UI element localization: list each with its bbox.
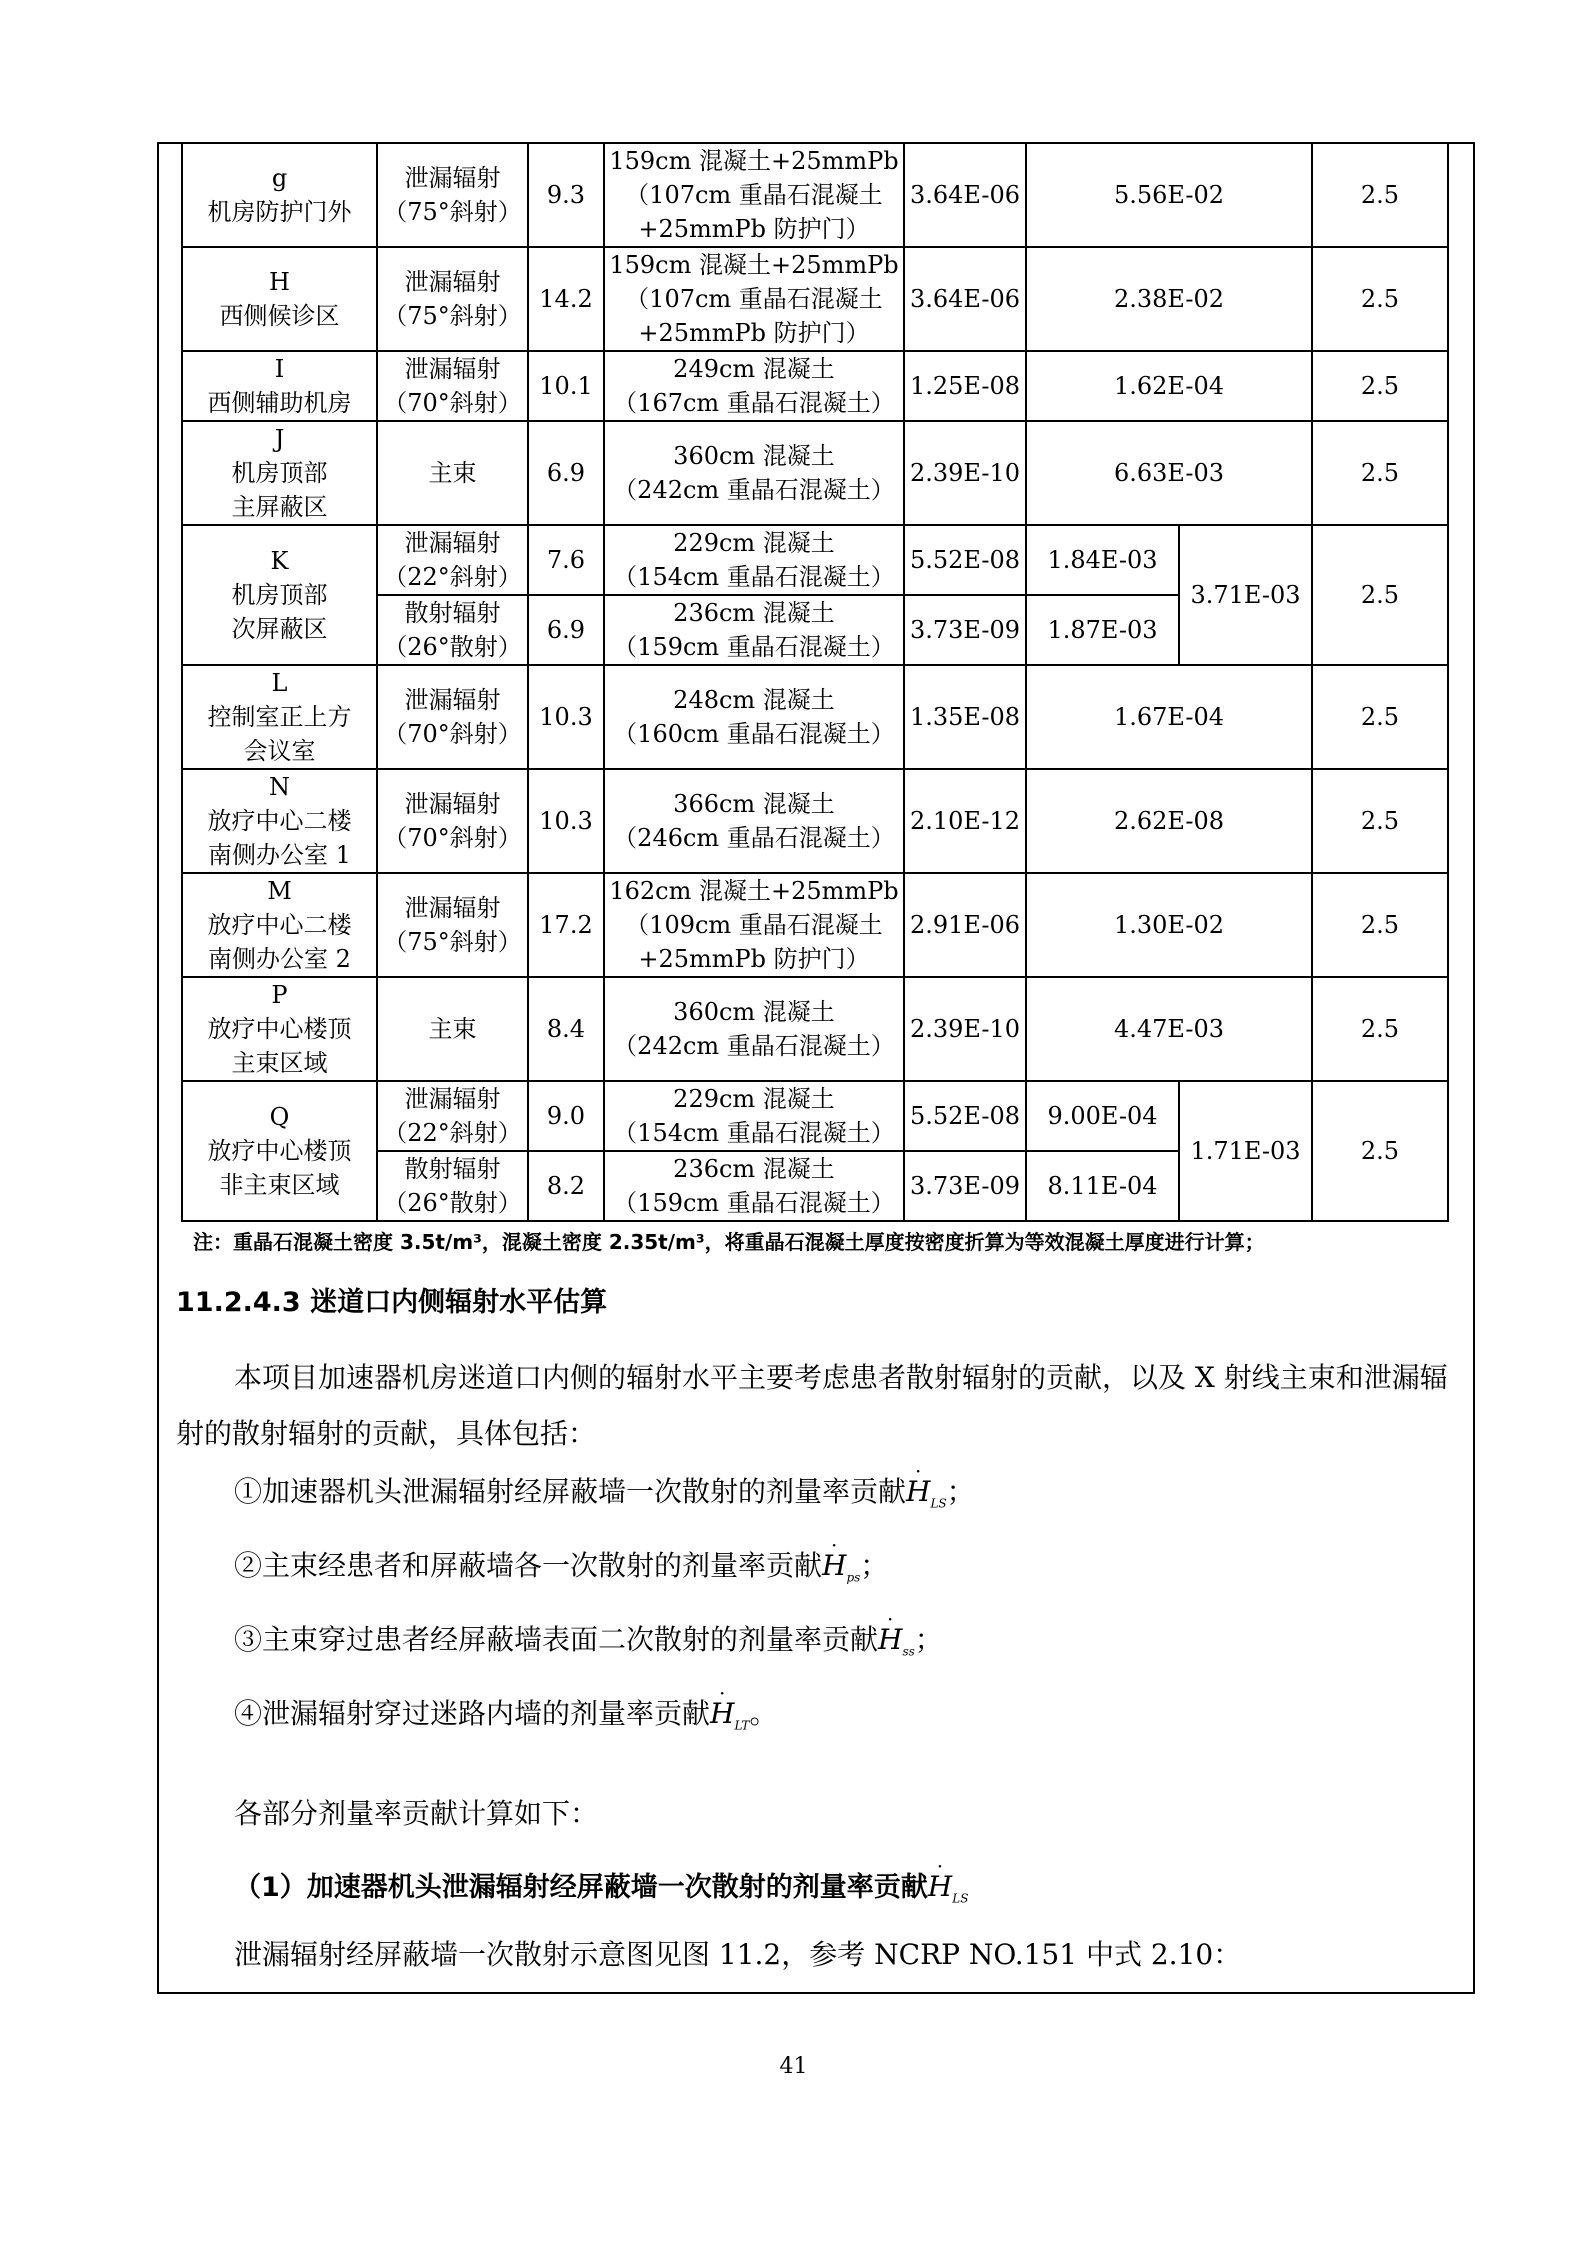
table-row bbox=[182, 665, 1448, 769]
shield-cell: 360cm 混凝土 （242cm 重晶石混凝土） bbox=[604, 977, 904, 1081]
shield-cell: 366cm 混凝土 （246cm 重晶石混凝土） bbox=[604, 769, 904, 873]
section-heading: 11.2.4.3 迷道口内侧辐射水平估算 bbox=[176, 1287, 608, 1318]
table-row bbox=[182, 143, 1448, 247]
table-note: 注：重晶石混凝土密度 3.5t/m³，混凝土密度 2.35t/m³，将重晶石混凝土厚度按密度折算为等效混凝土厚度进行计算； bbox=[193, 1230, 1265, 1254]
distance-cell: 7.6 bbox=[528, 525, 604, 595]
shield-cell: 248cm 混凝土 （160cm 重晶石混凝土） bbox=[604, 665, 904, 769]
shield-cell: 229cm 混凝土 （154cm 重晶石混凝土） bbox=[604, 1081, 904, 1151]
limit-cell: 2.5 bbox=[1312, 247, 1448, 351]
dose-cell: 1.67E-04 bbox=[1026, 665, 1312, 769]
limit-cell: 2.5 bbox=[1312, 143, 1448, 247]
dose-cell: 5.56E-02 bbox=[1026, 143, 1312, 247]
distance-cell: 9.3 bbox=[528, 143, 604, 247]
total-dose-cell: 3.71E-03 bbox=[1179, 525, 1312, 665]
shield-cell: 229cm 混凝土 （154cm 重晶石混凝土） bbox=[604, 525, 904, 595]
contribution-item: ④泄漏辐射穿过迷路内墙的剂量率贡献· $H_{LT}$。 bbox=[234, 1694, 1524, 1746]
radiation-type-cell: 泄漏辐射 （75°斜射） bbox=[377, 873, 528, 977]
location-cell: M 放疗中心二楼 南侧办公室 2 bbox=[182, 873, 377, 977]
contribution-item: ③主束穿过患者经屏蔽墙表面二次散射的剂量率贡献· $H_{ss}$； bbox=[234, 1620, 1524, 1672]
dose-rate-table bbox=[181, 142, 1449, 1222]
distance-cell: 17.2 bbox=[528, 873, 604, 977]
page-number: 41 bbox=[779, 2054, 808, 2079]
radiation-type-cell: 泄漏辐射 （75°斜射） bbox=[377, 247, 528, 351]
limit-cell: 2.5 bbox=[1312, 525, 1448, 665]
distance-cell: 6.9 bbox=[528, 595, 604, 665]
factor-cell: 2.39E-10 bbox=[904, 421, 1026, 525]
table-row bbox=[182, 769, 1448, 873]
limit-cell: 2.5 bbox=[1312, 665, 1448, 769]
total-dose-cell: 1.71E-03 bbox=[1179, 1081, 1312, 1221]
dose-cell: 8.11E-04 bbox=[1026, 1151, 1179, 1221]
factor-cell: 3.64E-06 bbox=[904, 143, 1026, 247]
shield-cell: 249cm 混凝土 （167cm 重晶石混凝土） bbox=[604, 351, 904, 421]
shield-cell: 159cm 混凝土+25mmPb （107cm 重晶石混凝土 +25mmPb 防护门） bbox=[604, 143, 904, 247]
radiation-type-cell: 泄漏辐射 （75°斜射） bbox=[377, 143, 528, 247]
location-cell: N 放疗中心二楼 南侧办公室 1 bbox=[182, 769, 377, 873]
dose-cell: 2.62E-08 bbox=[1026, 769, 1312, 873]
last-line: 泄漏辐射经屏蔽墙一次散射示意图见图 11.2，参考 NCRP NO.151 中式 2.10： bbox=[234, 1938, 1242, 1971]
table-row bbox=[182, 977, 1448, 1081]
location-cell: Q 放疗中心楼顶 非主束区域 bbox=[182, 1081, 377, 1221]
table-row bbox=[182, 525, 1448, 595]
location-cell: I 西侧辅助机房 bbox=[182, 351, 377, 421]
intro-paragraph: 本项目加速器机房迷道口内侧的辐射水平主要考虑患者散射辐射的贡献，以及 X 射线主束和泄漏辐射的散射辐射的贡献，具体包括： bbox=[176, 1361, 1448, 1450]
contribution-item: ①加速器机头泄漏辐射经屏蔽墙一次散射的剂量率贡献· $H_{LS}$； bbox=[234, 1472, 1524, 1524]
shield-cell: 159cm 混凝土+25mmPb （107cm 重晶石混凝土 +25mmPb 防护门） bbox=[604, 247, 904, 351]
table-row bbox=[182, 421, 1448, 525]
shield-cell: 236cm 混凝土 （159cm 重晶石混凝土） bbox=[604, 1151, 904, 1221]
limit-cell: 2.5 bbox=[1312, 977, 1448, 1081]
distance-cell: 10.3 bbox=[528, 769, 604, 873]
limit-cell: 2.5 bbox=[1312, 421, 1448, 525]
factor-cell: 2.39E-10 bbox=[904, 977, 1026, 1081]
factor-cell: 2.10E-12 bbox=[904, 769, 1026, 873]
dose-cell: 1.84E-03 bbox=[1026, 525, 1179, 595]
factor-cell: 5.52E-08 bbox=[904, 525, 1026, 595]
radiation-type-cell: 泄漏辐射 （70°斜射） bbox=[377, 769, 528, 873]
radiation-type-cell: 泄漏辐射 （22°斜射） bbox=[377, 1081, 528, 1151]
sub-heading: （1）加速器机头泄漏辐射经屏蔽墙一次散射的剂量率贡献· $H_{LS}$ bbox=[234, 1867, 1524, 1919]
distance-cell: 14.2 bbox=[528, 247, 604, 351]
radiation-type-cell: 主束 bbox=[377, 421, 528, 525]
shield-cell: 162cm 混凝土+25mmPb （109cm 重晶石混凝土 +25mmPb 防护门） bbox=[604, 873, 904, 977]
dose-cell: 6.63E-03 bbox=[1026, 421, 1312, 525]
distance-cell: 8.2 bbox=[528, 1151, 604, 1221]
factor-cell: 1.25E-08 bbox=[904, 351, 1026, 421]
dose-cell: 1.87E-03 bbox=[1026, 595, 1179, 665]
limit-cell: 2.5 bbox=[1312, 873, 1448, 977]
distance-cell: 9.0 bbox=[528, 1081, 604, 1151]
limit-cell: 2.5 bbox=[1312, 351, 1448, 421]
dose-cell: 4.47E-03 bbox=[1026, 977, 1312, 1081]
table-row bbox=[182, 247, 1448, 351]
radiation-type-cell: 泄漏辐射 （22°斜射） bbox=[377, 525, 528, 595]
radiation-type-cell: 散射辐射 （26°散射） bbox=[377, 1151, 528, 1221]
shield-cell: 360cm 混凝土 （242cm 重晶石混凝土） bbox=[604, 421, 904, 525]
dose-cell: 2.38E-02 bbox=[1026, 247, 1312, 351]
shield-cell: 236cm 混凝土 （159cm 重晶石混凝土） bbox=[604, 595, 904, 665]
contribution-item: ②主束经患者和屏蔽墙各一次散射的剂量率贡献· $H_{ps}$； bbox=[234, 1546, 1524, 1598]
distance-cell: 10.3 bbox=[528, 665, 604, 769]
factor-cell: 3.73E-09 bbox=[904, 595, 1026, 665]
table-row bbox=[182, 873, 1448, 977]
location-cell: L 控制室正上方 会议室 bbox=[182, 665, 377, 769]
table-row bbox=[182, 1081, 1448, 1151]
location-cell: P 放疗中心楼顶 主束区域 bbox=[182, 977, 377, 1081]
radiation-type-cell: 主束 bbox=[377, 977, 528, 1081]
factor-cell: 3.64E-06 bbox=[904, 247, 1026, 351]
radiation-type-cell: 泄漏辐射 （70°斜射） bbox=[377, 665, 528, 769]
location-cell: J 机房顶部 主屏蔽区 bbox=[182, 421, 377, 525]
factor-cell: 3.73E-09 bbox=[904, 1151, 1026, 1221]
table-row bbox=[182, 351, 1448, 421]
location-cell: K 机房顶部 次屏蔽区 bbox=[182, 525, 377, 665]
calc-intro: 各部分剂量率贡献计算如下： bbox=[234, 1797, 599, 1830]
location-cell: H 西侧候诊区 bbox=[182, 247, 377, 351]
location-cell: g 机房防护门外 bbox=[182, 143, 377, 247]
radiation-type-cell: 泄漏辐射 （70°斜射） bbox=[377, 351, 528, 421]
dose-cell: 9.00E-04 bbox=[1026, 1081, 1179, 1151]
limit-cell: 2.5 bbox=[1312, 1081, 1448, 1221]
factor-cell: 2.91E-06 bbox=[904, 873, 1026, 977]
limit-cell: 2.5 bbox=[1312, 769, 1448, 873]
distance-cell: 6.9 bbox=[528, 421, 604, 525]
dose-cell: 1.62E-04 bbox=[1026, 351, 1312, 421]
dose-cell: 1.30E-02 bbox=[1026, 873, 1312, 977]
factor-cell: 1.35E-08 bbox=[904, 665, 1026, 769]
distance-cell: 10.1 bbox=[528, 351, 604, 421]
distance-cell: 8.4 bbox=[528, 977, 604, 1081]
factor-cell: 5.52E-08 bbox=[904, 1081, 1026, 1151]
radiation-type-cell: 散射辐射 （26°散射） bbox=[377, 595, 528, 665]
